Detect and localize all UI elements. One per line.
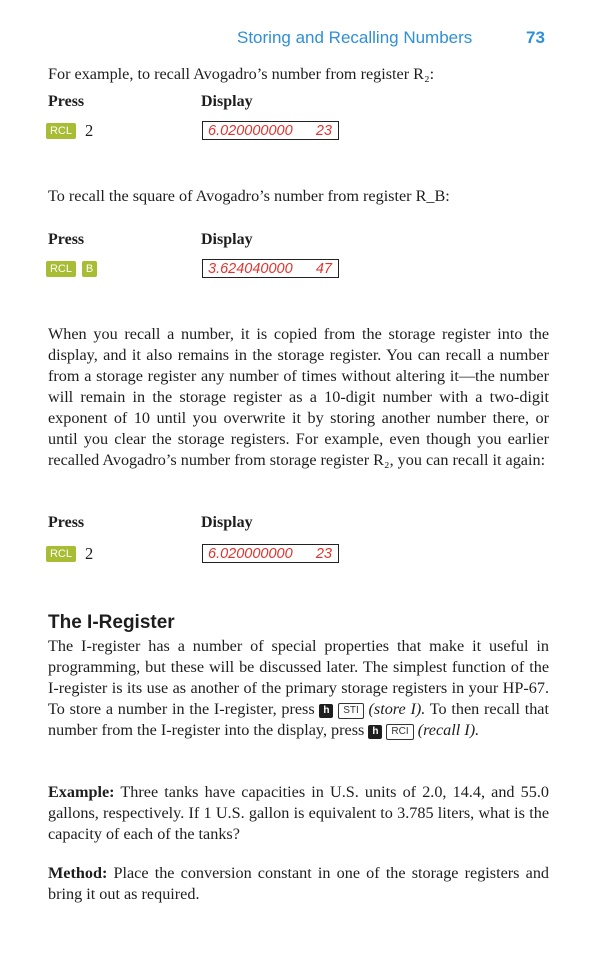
method-label: Method:	[48, 864, 108, 882]
iregister-paragraph	[48, 636, 549, 741]
rcl-key: RCL	[46, 123, 76, 139]
digit-key-label: 2	[85, 121, 94, 140]
h-key: h	[368, 725, 382, 739]
example-label: Example:	[48, 783, 115, 801]
h-key: h	[319, 704, 333, 718]
running-header-title: Storing and Recalling Numbers	[237, 28, 473, 47]
page-number: 73	[526, 28, 545, 47]
example-2-intro: To recall the square of Avogadro’s number from register R_B:	[48, 187, 450, 205]
display-mantissa: 6.020000000	[208, 123, 293, 139]
sti-key: STI	[338, 703, 364, 719]
display-heading: Display	[201, 231, 253, 248]
display-exponent: 23	[315, 123, 332, 139]
recall-paragraph: When you recall a number, it is copied from the storage register into the display, and it also remains in the storage register. You can recall a number from a storage register any number of times without altering it—the number will remain in the storage register as a 10-digit number with a two-digit exponent of 10 until you overwrite it by storing another number there, or until you clear the storage registers. For example, even though you earlier recalled Avogadro’s number from storage register R₂, you can recall it again:	[48, 325, 549, 469]
press-heading: Press	[48, 93, 85, 110]
display-heading: Display	[201, 514, 253, 531]
rci-key: RCI	[386, 724, 413, 740]
display-mantissa: 3.624040000	[208, 261, 293, 277]
calculator-display	[202, 121, 339, 140]
press-heading: Press	[48, 514, 85, 531]
example-text: Three tanks have capacities in U.S. units of 2.0, 14.4, and 55.0 gallons, respectively. If 1 U.S. gallon is equivalent to 3.785 liters, what is the capacity of each of the tanks?	[48, 783, 549, 843]
rcl-key: RCL	[46, 261, 76, 277]
display-heading: Display	[201, 93, 253, 110]
display-exponent: 23	[315, 546, 332, 562]
iregister-text-2: To then recall that number from the I-register into the display, press	[48, 700, 549, 739]
display-exponent: 47	[315, 261, 332, 277]
store-i-note: (store I).	[368, 700, 426, 718]
display-mantissa: 6.020000000	[208, 546, 293, 562]
example-paragraph	[48, 782, 549, 845]
calculator-display	[202, 544, 339, 563]
b-key: B	[82, 261, 97, 277]
method-paragraph	[48, 863, 549, 905]
method-text: Place the conversion constant in one of the storage registers and bring it out as required.	[48, 864, 550, 903]
iregister-text-1: The I-register has a number of special properties that make it useful in programming, but these will be discussed later. The simplest function of the I-register is its use as another of the primary storage registers in your HP-67. To store a number in the I-register, press	[48, 637, 549, 718]
recall-i-note: (recall I).	[417, 721, 480, 739]
example-1-intro: For example, to recall Avogadro’s number from register R₂:	[48, 65, 435, 83]
section-title: The I-Register	[48, 612, 175, 633]
calculator-display	[202, 259, 339, 278]
press-heading: Press	[48, 231, 85, 248]
rcl-key: RCL	[46, 546, 76, 562]
digit-key-label: 2	[85, 544, 94, 563]
